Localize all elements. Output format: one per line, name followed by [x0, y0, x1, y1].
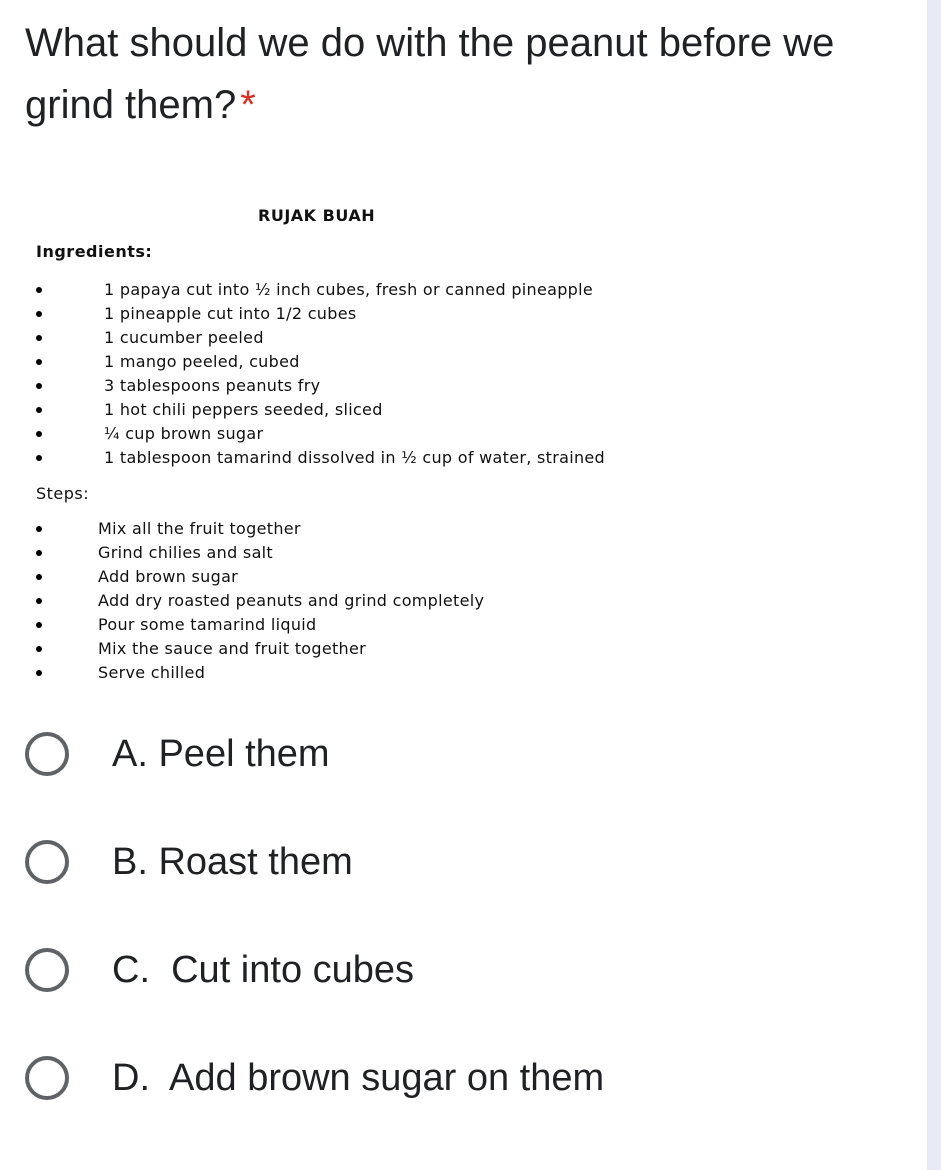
ingredients-label: Ingredients: [36, 242, 153, 261]
bullet-icon [36, 598, 42, 604]
steps-label: Steps: [36, 484, 90, 503]
radio-button-icon[interactable] [25, 840, 69, 884]
radio-button-icon[interactable] [25, 732, 69, 776]
page-edge [927, 0, 941, 1170]
option-a[interactable] [25, 728, 725, 784]
bullet-icon [36, 287, 42, 293]
option-label[interactable]: C. Cut into cubes [112, 949, 415, 991]
bullet-icon [36, 311, 42, 317]
option-label[interactable]: A. Peel them [112, 733, 330, 775]
bullet-icon [36, 335, 42, 341]
bullet-icon [36, 550, 42, 556]
bullet-icon [36, 526, 42, 532]
bullet-icon [36, 407, 42, 413]
bullet-icon [36, 622, 42, 628]
bullet-icon [36, 359, 42, 365]
bullet-icon [36, 455, 42, 461]
required-marker: * [240, 83, 256, 127]
option-label[interactable]: B. Roast them [112, 841, 353, 883]
option-d[interactable] [25, 1052, 725, 1108]
recipe-title: RUJAK BUAH [258, 206, 376, 225]
option-label[interactable]: D. Add brown sugar on them [112, 1057, 605, 1099]
bullet-icon [36, 574, 42, 580]
bullet-icon [36, 383, 42, 389]
option-b[interactable] [25, 836, 725, 892]
question-title [25, 12, 885, 136]
bullet-icon [36, 646, 42, 652]
bullet-icon [36, 670, 42, 676]
question-text: What should we do with the peanut before we grind them? [25, 21, 835, 127]
radio-button-icon[interactable] [25, 948, 69, 992]
bullet-icon [36, 431, 42, 437]
radio-button-icon[interactable] [25, 1056, 69, 1100]
option-c[interactable] [25, 944, 725, 1000]
